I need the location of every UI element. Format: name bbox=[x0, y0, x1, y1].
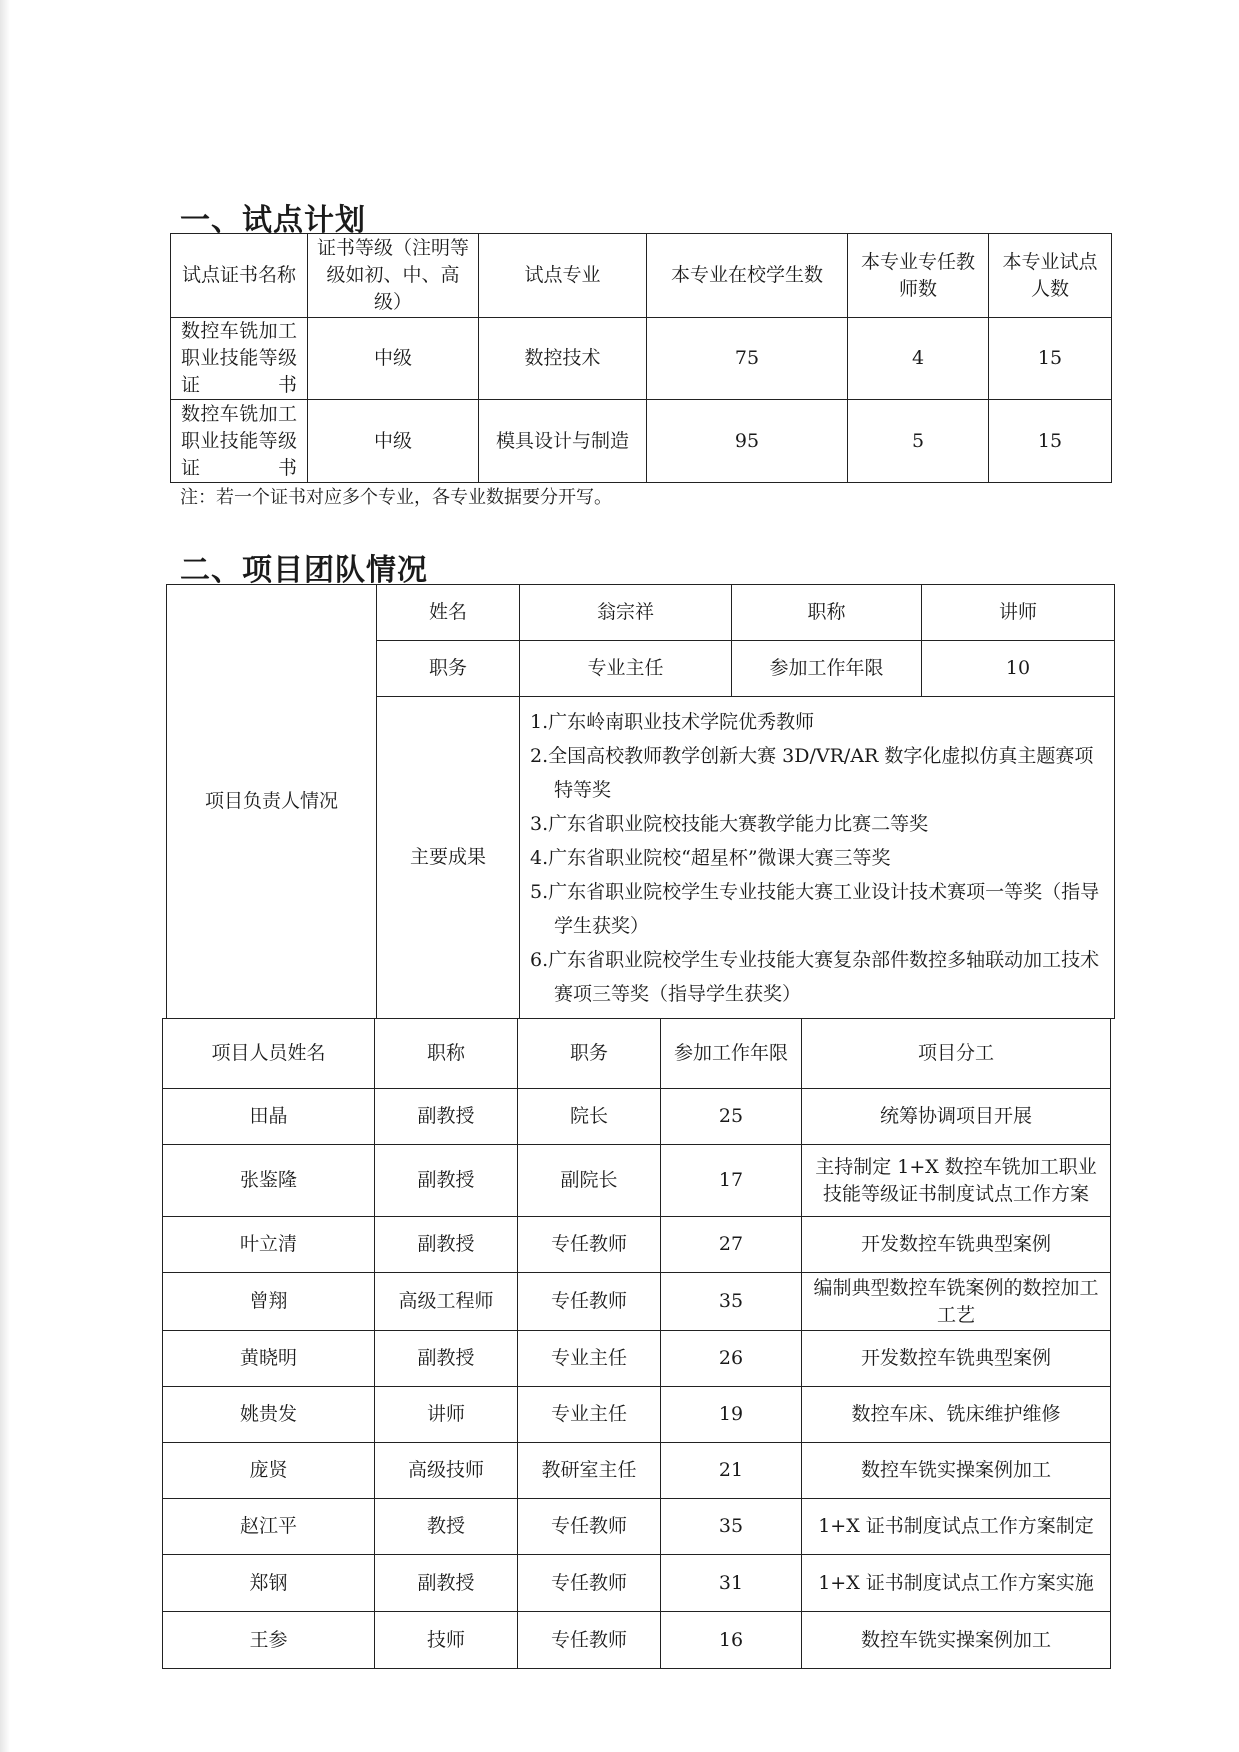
table-row bbox=[163, 1217, 1111, 1273]
header-member-years: 参加工作年限 bbox=[661, 1019, 802, 1089]
cert-name-cell: 数控车铣加工职业技能等级证书 bbox=[171, 400, 308, 483]
leader-rank-label: 职称 bbox=[732, 585, 922, 641]
member-position: 教研室主任 bbox=[518, 1443, 661, 1499]
students-cell: 95 bbox=[647, 400, 848, 483]
header-cert-level: 证书等级（注明等级如初、中、高级） bbox=[308, 234, 479, 318]
member-position: 专任教师 bbox=[518, 1612, 661, 1669]
table-row bbox=[163, 1387, 1111, 1443]
header-cert-name: 试点证书名称 bbox=[171, 234, 308, 318]
leader-name: 翁宗祥 bbox=[520, 585, 732, 641]
member-years: 35 bbox=[661, 1499, 802, 1555]
member-rank: 高级工程师 bbox=[375, 1273, 518, 1331]
teachers-cell: 5 bbox=[848, 400, 989, 483]
member-task: 统筹协调项目开展 bbox=[802, 1089, 1111, 1145]
leader-section-label: 项目负责人情况 bbox=[167, 585, 377, 1019]
cert-name-cell: 数控车铣加工职业技能等级证书 bbox=[171, 318, 308, 400]
achievements-label: 主要成果 bbox=[377, 697, 520, 1019]
member-task: 1+X 证书制度试点工作方案制定 bbox=[802, 1499, 1111, 1555]
table-row bbox=[163, 1443, 1111, 1499]
list-item: 2.全国高校教师教学创新大赛 3D/VR/AR 数字化虚拟仿真主题赛项特等奖 bbox=[530, 744, 1094, 801]
header-major: 试点专业 bbox=[479, 234, 647, 318]
section1-title: 一、试点计划 bbox=[180, 203, 366, 238]
member-task: 数控车铣实操案例加工 bbox=[802, 1612, 1111, 1669]
member-name: 曾翔 bbox=[163, 1273, 375, 1331]
header-students: 本专业在校学生数 bbox=[647, 234, 848, 318]
member-years: 25 bbox=[661, 1089, 802, 1145]
list-item: 6.广东省职业院校学生专业技能大赛复杂部件数控多轴联动加工技术赛项三等奖（指导学生获奖） bbox=[530, 948, 1100, 1005]
member-position: 院长 bbox=[518, 1089, 661, 1145]
header-member-name: 项目人员姓名 bbox=[163, 1019, 375, 1089]
leader-position: 专业主任 bbox=[520, 641, 732, 697]
major-cell: 模具设计与制造 bbox=[479, 400, 647, 483]
table-row bbox=[163, 1499, 1111, 1555]
member-rank: 技师 bbox=[375, 1612, 518, 1669]
table-row bbox=[171, 318, 1112, 400]
list-item: 1.广东岭南职业技术学院优秀教师 bbox=[530, 710, 815, 733]
member-name: 叶立清 bbox=[163, 1217, 375, 1273]
header-member-task: 项目分工 bbox=[802, 1019, 1111, 1089]
table-row bbox=[163, 1089, 1111, 1145]
achievements-list bbox=[520, 701, 1114, 1015]
header-member-rank: 职称 bbox=[375, 1019, 518, 1089]
member-task: 开发数控车铣典型案例 bbox=[802, 1217, 1111, 1273]
member-rank: 副教授 bbox=[375, 1145, 518, 1217]
list-item: 5.广东省职业院校学生专业技能大赛工业设计技术赛项一等奖（指导学生获奖） bbox=[530, 880, 1100, 937]
member-name: 郑钢 bbox=[163, 1555, 375, 1612]
trial-cell: 15 bbox=[989, 318, 1112, 400]
table-note: 注：若一个证书对应多个专业，各专业数据要分开写。 bbox=[180, 487, 612, 508]
table-row bbox=[163, 1273, 1111, 1331]
table-row bbox=[163, 1145, 1111, 1217]
member-task: 编制典型数控车铣案例的数控加工工艺 bbox=[802, 1273, 1111, 1331]
member-task: 开发数控车铣典型案例 bbox=[802, 1331, 1111, 1387]
member-position: 副院长 bbox=[518, 1145, 661, 1217]
header-teachers: 本专业专任教师数 bbox=[848, 234, 989, 318]
member-task: 数控车床、铣床维护维修 bbox=[802, 1387, 1111, 1443]
member-years: 16 bbox=[661, 1612, 802, 1669]
member-rank: 高级技师 bbox=[375, 1443, 518, 1499]
member-task: 1+X 证书制度试点工作方案实施 bbox=[802, 1555, 1111, 1612]
member-name: 赵江平 bbox=[163, 1499, 375, 1555]
member-name: 王参 bbox=[163, 1612, 375, 1669]
table-row bbox=[163, 1555, 1111, 1612]
header-trial: 本专业试点人数 bbox=[989, 234, 1112, 318]
member-name: 庞贤 bbox=[163, 1443, 375, 1499]
member-position: 专任教师 bbox=[518, 1217, 661, 1273]
leader-table bbox=[166, 584, 1115, 1019]
table-row bbox=[163, 1331, 1111, 1387]
students-cell: 75 bbox=[647, 318, 848, 400]
member-position: 专业主任 bbox=[518, 1331, 661, 1387]
member-position: 专任教师 bbox=[518, 1499, 661, 1555]
member-position: 专任教师 bbox=[518, 1555, 661, 1612]
member-task: 数控车铣实操案例加工 bbox=[802, 1443, 1111, 1499]
leader-rank: 讲师 bbox=[922, 585, 1115, 641]
member-name: 黄晓明 bbox=[163, 1331, 375, 1387]
members-table bbox=[162, 1018, 1111, 1669]
member-rank: 讲师 bbox=[375, 1387, 518, 1443]
member-rank: 副教授 bbox=[375, 1089, 518, 1145]
header-member-position: 职务 bbox=[518, 1019, 661, 1089]
leader-years-label: 参加工作年限 bbox=[732, 641, 922, 697]
member-rank: 副教授 bbox=[375, 1331, 518, 1387]
leader-position-label: 职务 bbox=[377, 641, 520, 697]
table-row bbox=[171, 400, 1112, 483]
member-position: 专任教师 bbox=[518, 1273, 661, 1331]
member-years: 21 bbox=[661, 1443, 802, 1499]
pilot-plan-table bbox=[170, 233, 1112, 483]
member-years: 27 bbox=[661, 1217, 802, 1273]
member-name: 田晶 bbox=[163, 1089, 375, 1145]
member-name: 张鉴隆 bbox=[163, 1145, 375, 1217]
member-years: 17 bbox=[661, 1145, 802, 1217]
member-years: 26 bbox=[661, 1331, 802, 1387]
member-years: 31 bbox=[661, 1555, 802, 1612]
list-item: 3.广东省职业院校技能大赛教学能力比赛二等奖 bbox=[530, 812, 929, 835]
major-cell: 数控技术 bbox=[479, 318, 647, 400]
member-position: 专业主任 bbox=[518, 1387, 661, 1443]
level-cell: 中级 bbox=[308, 318, 479, 400]
leader-years: 10 bbox=[922, 641, 1115, 697]
teachers-cell: 4 bbox=[848, 318, 989, 400]
leader-name-label: 姓名 bbox=[377, 585, 520, 641]
level-cell: 中级 bbox=[308, 400, 479, 483]
list-item: 4.广东省职业院校“超星杯”微课大赛三等奖 bbox=[530, 846, 891, 869]
member-task: 主持制定 1+X 数控车铣加工职业技能等级证书制度试点工作方案 bbox=[802, 1145, 1111, 1217]
table-row bbox=[163, 1612, 1111, 1669]
member-years: 35 bbox=[661, 1273, 802, 1331]
scan-edge bbox=[0, 0, 10, 1752]
member-years: 19 bbox=[661, 1387, 802, 1443]
member-rank: 副教授 bbox=[375, 1555, 518, 1612]
section2-title: 二、项目团队情况 bbox=[180, 553, 428, 588]
member-rank: 教授 bbox=[375, 1499, 518, 1555]
member-rank: 副教授 bbox=[375, 1217, 518, 1273]
trial-cell: 15 bbox=[989, 400, 1112, 483]
member-name: 姚贵发 bbox=[163, 1387, 375, 1443]
